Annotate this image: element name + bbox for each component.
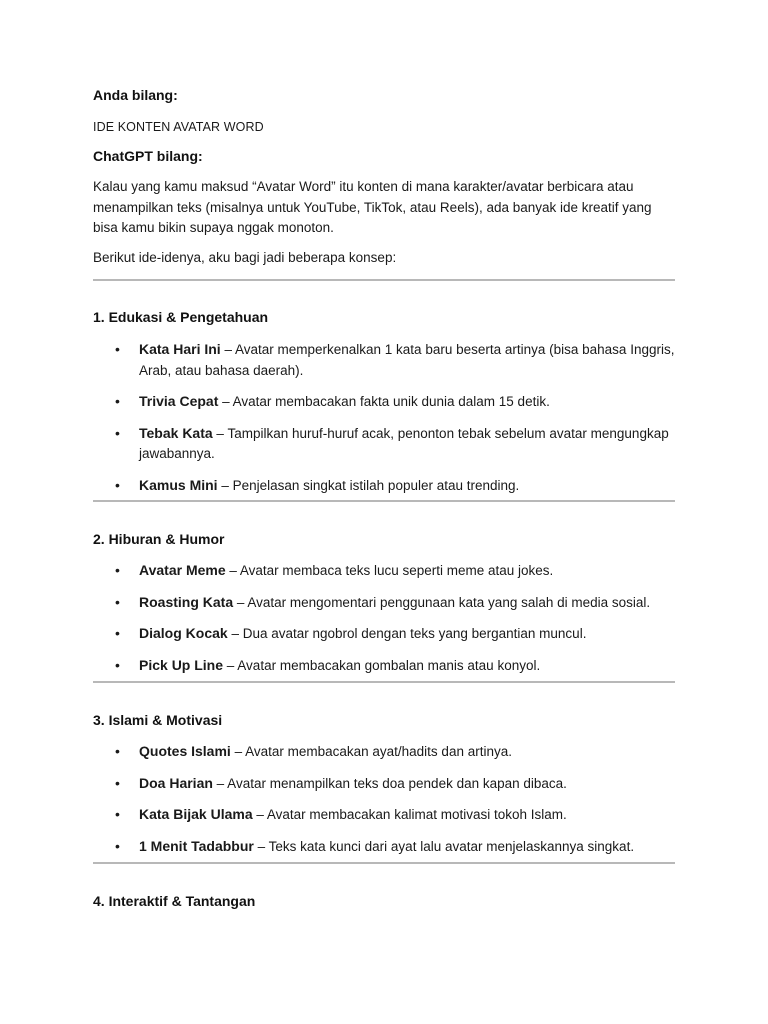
section-title: 4. Interaktif & Tantangan	[93, 893, 256, 909]
list-item	[93, 423, 675, 465]
bullet-icon: •	[115, 424, 120, 441]
bullet-icon: •	[115, 625, 120, 641]
bullet-icon: •	[115, 341, 120, 357]
lead-in-paragraph: Berikut ide-idenya, aku bagi jadi beberapa konsep:	[93, 250, 397, 265]
list-item	[93, 560, 675, 582]
item-term: Doa Harian	[139, 774, 213, 791]
assistant-speaker-label: ChatGPT bilang:	[93, 148, 203, 164]
item-term: Avatar Meme	[139, 562, 226, 578]
bullet-icon: •	[115, 774, 120, 791]
item-term: Pick Up Line	[139, 656, 224, 673]
divider	[93, 279, 675, 281]
section-title: 3. Islami & Motivasi	[93, 712, 223, 728]
item-description: – Avatar membacakan ayat/hadits dan artinya.	[230, 744, 512, 759]
bullet-icon: •	[115, 476, 120, 493]
item-term: Tebak Kata	[139, 424, 213, 441]
item-description: – Teks kata kunci dari ayat lalu avatar menjelaskannya singkat.	[253, 838, 635, 854]
section-list	[93, 741, 675, 857]
item-description: – Avatar mengomentari penggunaan kata yang salah di media sosial.	[233, 594, 651, 610]
item-description: – Avatar memperkenalkan 1 kata baru beserta artinya (bisa bahasa Inggris, Arab, atau bahasa daerah).	[139, 342, 675, 378]
item-description: – Avatar membacakan kalimat motivasi tokoh Islam.	[252, 807, 567, 822]
bullet-icon: •	[115, 743, 120, 759]
list-item	[93, 623, 675, 645]
list-item	[93, 741, 675, 763]
bullet-icon: •	[115, 593, 120, 610]
divider	[93, 500, 675, 502]
item-term: Roasting Kata	[139, 593, 234, 610]
item-term: Kata Hari Ini	[139, 341, 221, 357]
list-item	[93, 773, 675, 795]
list-item	[93, 804, 675, 826]
list-item	[93, 339, 675, 381]
item-description: – Tampilkan huruf-huruf acak, penonton tebak sebelum avatar mengungkap jawabannya.	[139, 425, 669, 461]
list-item	[93, 836, 675, 858]
item-term: Kamus Mini	[139, 476, 218, 493]
item-description: – Avatar membaca teks lucu seperti meme atau jokes.	[225, 563, 554, 578]
item-term: Kata Bijak Ulama	[139, 806, 253, 822]
list-item	[93, 655, 675, 677]
item-description: – Avatar membacakan gombalan manis atau konyol.	[223, 657, 541, 673]
bullet-icon: •	[115, 806, 120, 822]
divider	[93, 681, 675, 683]
item-term: Trivia Cepat	[139, 393, 219, 409]
item-description: – Avatar menampilkan teks doa pendek dan kapan dibaca.	[212, 775, 567, 791]
bullet-icon: •	[115, 656, 120, 673]
item-term: Dialog Kocak	[139, 625, 228, 641]
bullet-icon: •	[115, 837, 120, 854]
section-title: 2. Hiburan & Humor	[93, 531, 225, 547]
user-message: IDE KONTEN AVATAR WORD	[93, 120, 264, 134]
item-description: – Penjelasan singkat istilah populer atau trending.	[217, 477, 520, 493]
list-item	[93, 391, 675, 413]
section-list	[93, 560, 675, 676]
item-term: Quotes Islami	[139, 743, 231, 759]
section-list	[93, 339, 675, 496]
item-description: – Dua avatar ngobrol dengan teks yang bergantian muncul.	[227, 626, 587, 641]
user-speaker-label: Anda bilang:	[93, 87, 178, 103]
bullet-icon: •	[115, 393, 120, 409]
item-description: – Avatar membacakan fakta unik dunia dalam 15 detik.	[218, 394, 550, 409]
divider	[93, 862, 675, 864]
list-item	[93, 475, 675, 497]
section-title: 1. Edukasi & Pengetahuan	[93, 309, 269, 325]
bullet-icon: •	[115, 562, 120, 578]
item-term: 1 Menit Tadabbur	[139, 837, 254, 854]
list-item	[93, 592, 675, 614]
intro-paragraph: Kalau yang kamu maksud “Avatar Word” itu konten di mana karakter/avatar berbicara atau menampilkan teks (misalnya untuk YouTube, TikTok, atau Reels), ada banyak ide kreatif yang bisa kamu bikin supaya nggak monoton.	[93, 179, 652, 235]
